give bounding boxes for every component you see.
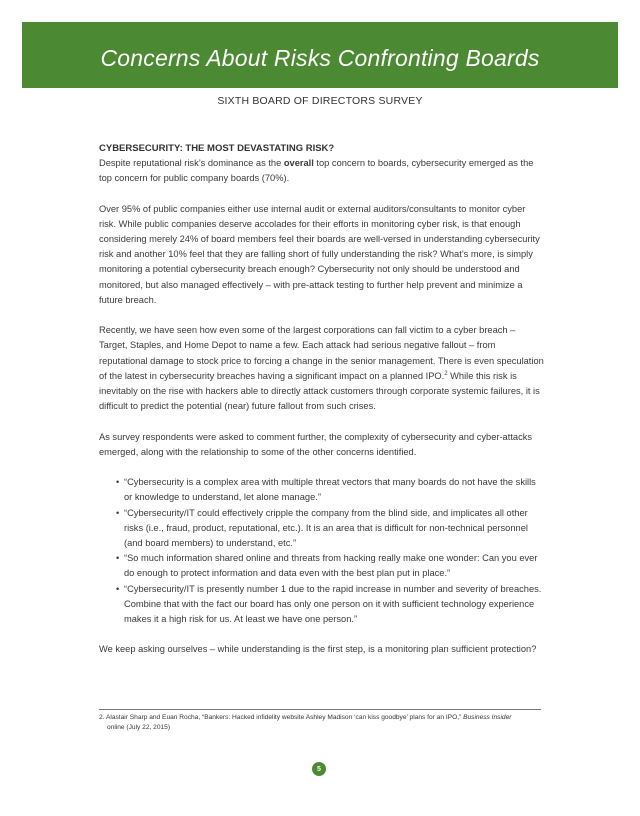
footnote-divider xyxy=(99,709,541,710)
p1-text-end: top concern to boards, cybersecurity emerged as the top concern for public company boards (70%). xyxy=(99,158,534,184)
p1-bold-word: overall xyxy=(283,158,314,168)
footnote-text: 2. Alastair Sharp and Euan Rocha, “Bankers: Hacked infidelity website Ashley Madison ‘can kiss goodbye’ plans for an IPO,” xyxy=(99,714,464,721)
p3-text-start: Recently, we have seen how even some of the largest corporations can fall victim to a cyber breach – Target, Staples, and Home Depot to name a few. Each attack had serious negative fallout – from reputational damage to stock price to forcing a change in the senior management. There is even speculation of the latest in cybersecurity breaches having a significant impact on a planned IPO. xyxy=(99,325,544,381)
quote-item: • “Cybersecurity is a complex area with multiple threat vectors that many boards do not have the skills or knowledge to understand, let alone manage.” xyxy=(116,475,544,505)
paragraph-3 xyxy=(99,323,544,414)
paragraph-1 xyxy=(99,156,544,186)
paragraph-2: Over 95% of public companies either use internal audit or external auditors/consultants to monitor cyber risk. While public companies deserve accolades for their efforts in monitoring cyber risk, is that enough considering merely 24% of board members feel their boards are well-versed in understanding cybersecurity risk and another 10% feel that they are falling short of fully understanding the risk? What’s more, is simply monitoring a potential cybersecurity breach enough? Cybersecurity not only should be understood and monitored, but also managed effectively – with pre-attack testing to further help prevent and minimize a future breach. xyxy=(99,203,540,305)
page-number-badge: 5 xyxy=(312,762,326,776)
paragraph-5: We keep asking ourselves – while understanding is the first step, is a monitoring plan sufficient protection? xyxy=(99,644,537,655)
footnote-source: Business Insider xyxy=(463,714,512,721)
article-body xyxy=(99,141,544,673)
quote-item: • “Cybersecurity/IT could effectively cripple the company from the blind side, and implicates all other risks (i.e., fraud, product, reputational, etc.). It is an area that is difficult for non-technical personnel (and board members) to understand, etc.” xyxy=(116,506,544,552)
title-banner xyxy=(22,22,618,88)
footnote-date: online (July 22, 2015) xyxy=(107,724,171,731)
quote-item: • “So much information shared online and threats from hacking really make one wonder: Can you ever do enough to protect information and data even with the best plan put in place.” xyxy=(116,551,544,581)
paragraph-4: As survey respondents were asked to comment further, the complexity of cybersecurity and cyber-attacks emerged, along with the relationship to some of the other concerns identified. xyxy=(99,431,533,457)
footnote xyxy=(99,713,541,733)
footnote-ref: 2 xyxy=(444,370,448,377)
page-subtitle: SIXTH BOARD OF DIRECTORS SURVEY xyxy=(217,95,423,107)
p3-text-end: While this risk is inevitably on the rise with hackers able to directly attack customers through corporate systemic failures, it is difficult to predict the potential (near) future fallout from such crises. xyxy=(99,370,540,412)
respondent-quotes-list xyxy=(99,475,544,627)
p1-text-start: Despite reputational risk’s dominance as the xyxy=(99,158,284,168)
quote-item: • “Cybersecurity/IT is presently number 1 due to the rapid increase in number and severity of breaches. Combine that with the fact our board has only one person on it with sufficient technology experience makes it a high risk for us. At least we have one person.” xyxy=(116,582,544,628)
page-title: Concerns About Risks Confronting Boards xyxy=(100,44,540,71)
section-heading: CYBERSECURITY: THE MOST DEVASTATING RISK? xyxy=(99,143,335,154)
